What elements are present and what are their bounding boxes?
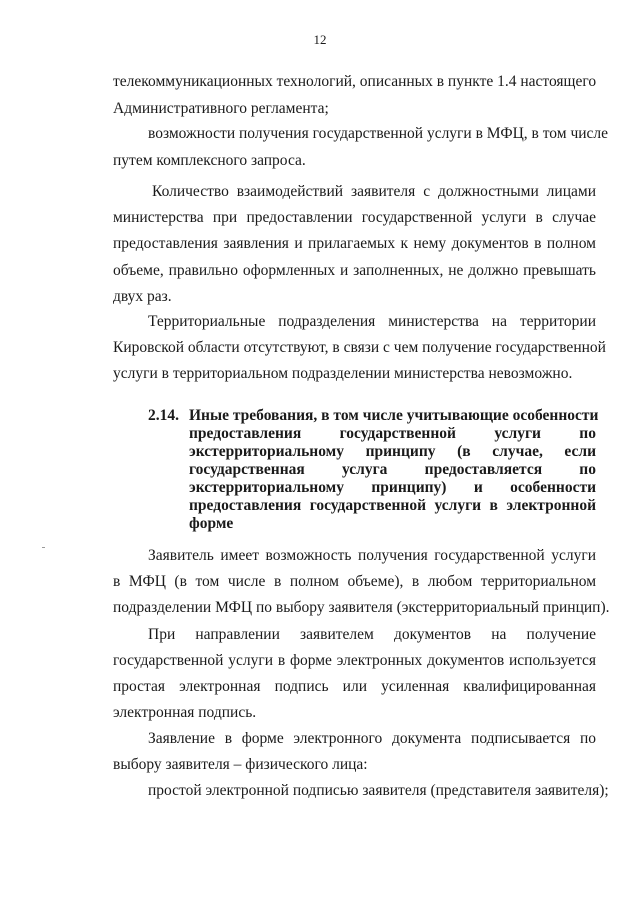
paragraph-line: путем комплексного запроса. <box>113 152 306 169</box>
paragraph-line: Заявление в форме электронного документа подписывается по <box>148 730 596 747</box>
paragraph-line: электронная подпись. <box>113 704 257 721</box>
paragraph-line: Количество взаимодействий заявителя с должностными лицами <box>152 183 596 200</box>
paragraph-line: объеме, правильно оформленных и заполненных, не должно превышать <box>113 262 596 279</box>
paragraph-line: При направлении заявителем документов на получение <box>148 626 596 643</box>
paragraph-line: Заявитель имеет возможность получения государственной услуги <box>148 547 596 564</box>
section-title-line: форме <box>189 515 234 532</box>
section-title-line: Иные требования, в том числе учитывающие особенности <box>189 407 599 424</box>
page-number: 12 <box>313 32 327 47</box>
paragraph-line: министерства при предоставлении государственной услуги в случае <box>113 209 596 226</box>
paragraph-line: подразделении МФЦ по выбору заявителя (экстерриториальный принцип). <box>113 599 610 616</box>
paragraph-line: Кировской области отсутствуют, в связи с чем получение государственной <box>113 339 606 356</box>
paragraph-line: государственной услуги в форме электронных документов используется <box>113 652 596 669</box>
paragraph-line: в МФЦ (в том числе в полном объеме), в любом территориальном <box>113 573 596 590</box>
paragraph-line: предоставления заявления и прилагаемых к нему документов в полном <box>113 235 596 252</box>
section-title-line: предоставления государственной услуги по <box>189 425 596 442</box>
section-number: 2.14. <box>148 407 179 424</box>
section-title-line: экстерриториальному принципу (в случае, если <box>189 443 596 460</box>
paragraph-line: Территориальные подразделения министерства на территории <box>148 313 596 330</box>
section-title-line: государственная услуга предоставляется по <box>189 461 596 478</box>
paragraph-line: услуги в территориальном подразделении министерства невозможно. <box>113 365 573 382</box>
paragraph-line: возможности получения государственной услуги в МФЦ, в том числе <box>148 125 609 142</box>
margin-mark <box>42 547 45 548</box>
section-title-line: предоставления государственной услуги в электронной <box>189 497 596 514</box>
paragraph-line: Административного регламента; <box>113 100 329 117</box>
paragraph-line: двух раз. <box>113 288 172 305</box>
paragraph-line: телекоммуникационных технологий, описанных в пункте 1.4 настоящего <box>113 73 597 90</box>
paragraph-line: простой электронной подписью заявителя (представителя заявителя); <box>148 782 609 799</box>
paragraph-line: простая электронная подпись или усиленная квалифицированная <box>113 678 596 695</box>
paragraph-line: выбору заявителя – физического лица: <box>113 756 368 773</box>
section-title-line: экстерриториальному принципу) и особенности <box>189 479 596 496</box>
